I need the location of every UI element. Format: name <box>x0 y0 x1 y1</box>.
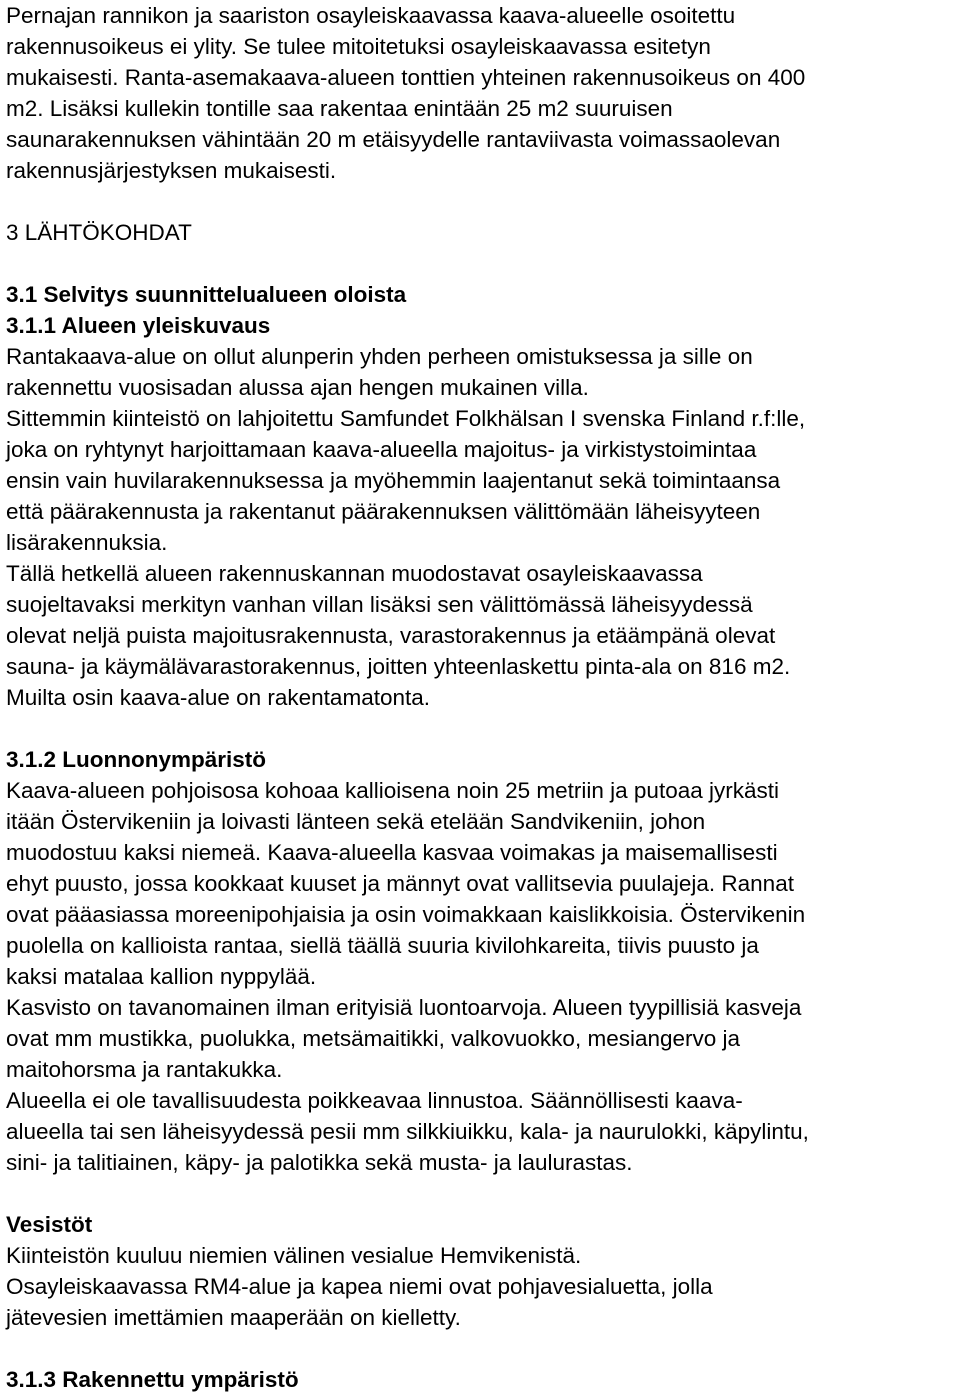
vesi-paragraph-2: Osayleiskaavassa RM4-alue ja kapea niemi ovat pohjavesialuetta, jolla jätevesien imettämien maaperään on kielletty. <box>6 1274 713 1330</box>
section-heading-3-1-2: 3.1.2 Luonnonympäristö <box>6 747 267 772</box>
section-heading-3-1-3: 3.1.3 Rakennettu ympäristö <box>6 1367 299 1392</box>
section-heading-vesistot: Vesistöt <box>6 1212 93 1237</box>
section-heading-3-1: 3.1 Selvitys suunnittelualueen oloista <box>6 282 407 307</box>
document-page <box>6 0 956 1395</box>
vesi-paragraph-1: Kiinteistön kuuluu niemien välinen vesialue Hemvikenistä. <box>6 1243 582 1268</box>
alueen-paragraph-2: Tällä hetkellä alueen rakennuskannan muodostavat osayleiskaavassa suojeltavaksi merkityn vanhan villan lisäksi sen välittömässä läheisyydessä olevat neljä puista majoitusrakennusta, varastorakennus ja etäämpänä olevat sauna- ja käymälävarastorakennus, joitten yhteenlaskettu pinta-ala on 816 m2. Muilta osin kaava-alue on rakentamatonta. <box>6 561 791 710</box>
luonto-paragraph-1: Kaava-alueen pohjoisosa kohoaa kallioisena noin 25 metriin ja putoaa jyrkästi itään Östervikeniin ja loivasti länteen sekä etelään Sandvikeniin, johon muodostuu kaksi niemeä. Kaava-alueella kasvaa voimakas ja maisemallisesti ehyt puusto, jossa kookkaat kuuset ja männyt ovat vallitsevia puulajeja. Rannat ovat pääasiassa moreenipohjaisia ja osin voimakkaan kaislikkoisia. Östervikenin puolella on kallioista rantaa, siellä täällä suuria kivilohkareita, tiivis puusto ja kaksi matalaa kallion nyppylää. <box>6 778 806 989</box>
alueen-paragraph-1: Rantakaava-alue on ollut alunperin yhden perheen omistuksessa ja sille on rakennettu vuosisadan alussa ajan hengen mukainen villa. Sittemmin kiinteistö on lahjoitettu Samfundet Folkhälsan I svenska Finland r.f:lle, joka on ryhtynyt harjoittamaan kaava-alueella majoitus- ja virkistystoimintaa ensin vain huvilarakennuksessa ja myöhemmin laajentanut sekä toimintaansa että päärakennusta ja rakentanut päärakennuksen välittömään läheisyyteen lisärakennuksia. <box>6 344 806 555</box>
section-heading-3: 3 LÄHTÖKOHDAT <box>6 220 192 245</box>
section-heading-3-1-1: 3.1.1 Alueen yleiskuvaus <box>6 313 271 338</box>
luonto-paragraph-2: Kasvisto on tavanomainen ilman erityisiä luontoarvoja. Alueen tyypillisiä kasveja ovat mm mustikka, puolukka, metsämaitikki, valkovuokko, mesiangervo ja maitohorsma ja rantakukka. <box>6 995 802 1082</box>
luonto-paragraph-3: Alueella ei ole tavallisuudesta poikkeavaa linnustoa. Säännöllisesti kaava- alueella tai sen läheisyydessä pesii mm silkkiuikku, kala- ja naurulokki, käpylintu, sini- ja talitiainen, käpy- ja palotikka sekä musta- ja laulurastas. <box>6 1088 809 1175</box>
intro-paragraph: Pernajan rannikon ja saariston osayleiskaavassa kaava-alueelle osoitettu rakennusoikeus ei ylity. Se tulee mitoitetuksi osayleiskaavassa esitetyn mukaisesti. Ranta-asemakaava-alueen tonttien yhteinen rakennusoikeus on 400 m2. Lisäksi kullekin tontille saa rakentaa enintään 25 m2 suuruisen saunarakennuksen vähintään 20 m etäisyydelle rantaviivasta voimassaolevan rakennusjärjestyksen mukaisesti. <box>6 3 806 183</box>
